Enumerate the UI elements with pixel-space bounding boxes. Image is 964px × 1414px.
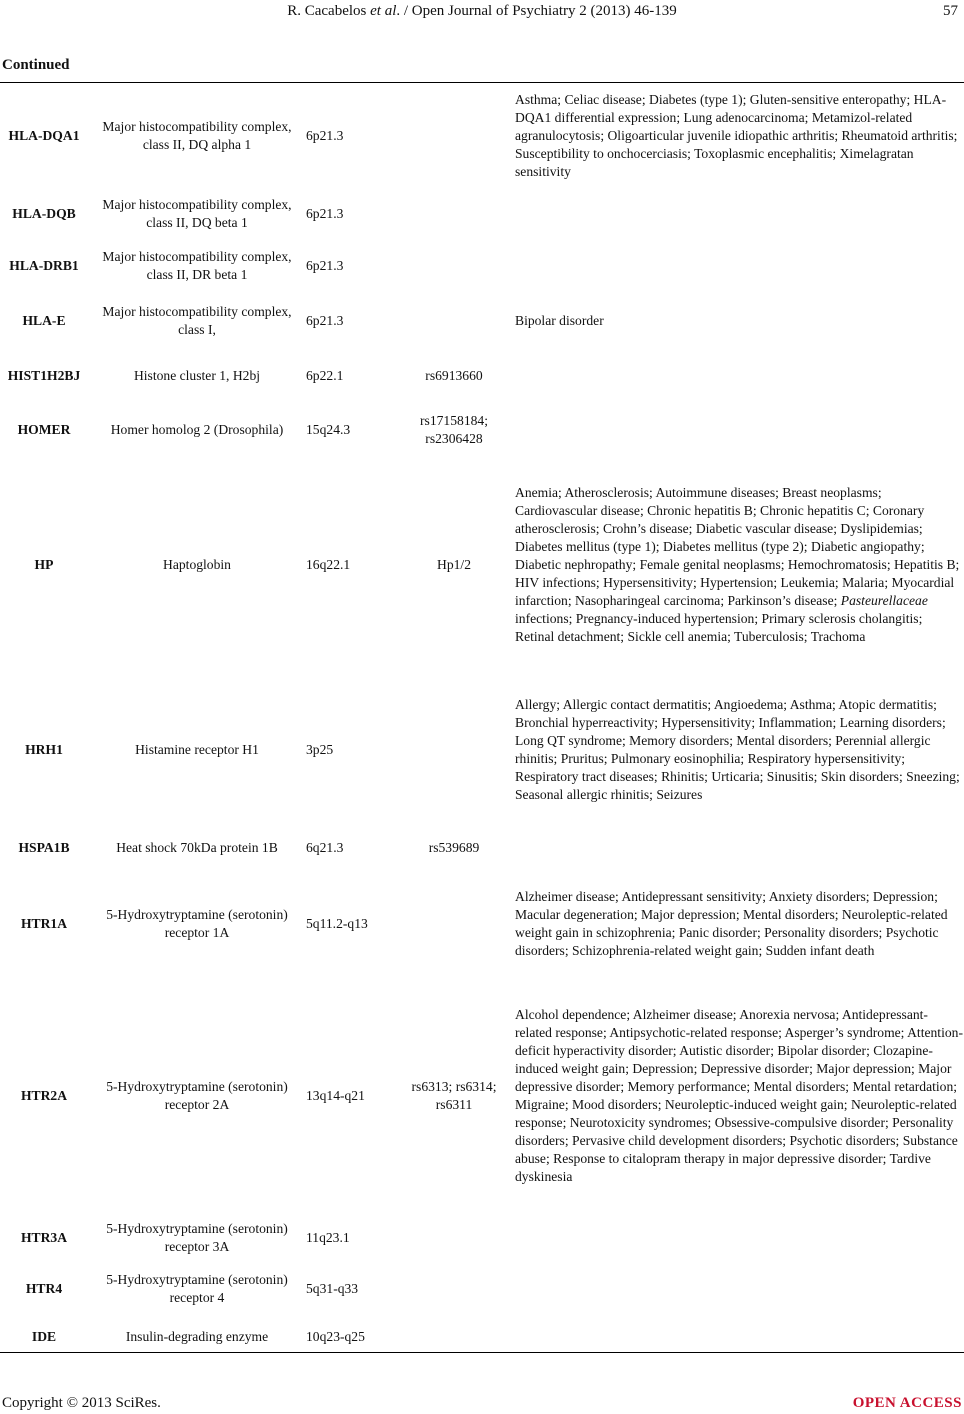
table-row <box>0 1314 964 1360</box>
gene-table-body <box>0 84 964 1360</box>
disease-text: Anemia; Atherosclerosis; Autoimmune diseases; Breast neoplasms; Cardiovascular disease; Chronic hepatitis B; Chronic hepatitis C; Coronary atherosclerosis; Crohn’s disease; Diabetic vascular disease; Dyslipidemias; Diabetes mellitus (type 1); Diabetes mellitus (type 2); Diabetic angiopathy; Diabetic nephropathy; Female genital neoplasms; Hemochromatosis; Hepatitis B; HIV infections; Hypersensitivity; Hypertension; Leukemia; Malaria; Myocardial infarction; Nasopharingeal carcinoma; Parkinson’s disease; <box>515 485 960 608</box>
table-top-rule <box>0 82 964 83</box>
table-row <box>0 240 964 292</box>
gene-name-cell: Major histocompatibility complex, class II, DQ alpha 1 <box>102 119 292 152</box>
disease-cell: Allergy; Allergic contact dermatitis; Angioedema; Asthma; Atopic dermatitis; Bronchial hyperreactivity; Hypersensitivity; Inflammation; Learning disorders; Long QT syndrome; Memory disorders; Mental disorders; Perennial allergic rhinitis; Pruritus; Pulmonary eosinophilia; Respiratory hypersensitivity; Respiratory tract diseases; Rhinitis; Urticaria; Sinusitis; Skin disorders; Sneezing; Seasonal allergic rhinitis; Seizures <box>515 697 960 802</box>
gene-cell: HTR1A <box>20 916 68 931</box>
disease-cell: Asthma; Celiac disease; Diabetes (type 1); Gluten-sensitive enteropathy; HLA-DQA1 differential expression; Lung adenocarcinoma; Metamizol-related agranulocytosis; Oligoarticular juvenile idiopathic arthritis; Rheumatoid arthritis; Susceptibility to onchocerciasis; Toxoplasmic encephalitis; Ximelagratan sensitivity <box>515 92 958 179</box>
gene-cell: HOMER <box>17 422 71 437</box>
locus-cell: 6q21.3 <box>306 840 344 855</box>
disease-cell: Alcohol dependence; Alzheimer disease; Anorexia nervosa; Antidepressant-related response; Antipsychotic-related response; Asperger’s syndrome; Attention-deficit hyperactivity disorder; Autistic disorder; Bipolar disorder; Clozapine-induced weight gain; Depression; Depressive disorder; Major depression; Major depressive disorder; Memory performance; Mental disorders; Mental retardation; Migraine; Mood disorders; Neuroleptic-induced weight gain; Neuroleptic-related response; Neurotoxicity syndromes; Obsessive-compulsive disorder; Personality disorders; Pervasive child development disorders; Psychotic disorders; Substance abuse; Response to citalopram therapy in major depressive disorder; Tardive dyskinesia <box>515 1007 963 1184</box>
gene-name-cell: Haptoglobin <box>163 557 231 572</box>
disease-cell: Bipolar disorder <box>515 313 604 328</box>
snp-cell <box>396 84 512 188</box>
disease-cell <box>512 188 964 240</box>
gene-name-cell: Heat shock 70kDa protein 1B <box>116 840 278 855</box>
gene-name-cell: Major histocompatibility complex, class II, DR beta 1 <box>102 249 292 282</box>
table-row <box>0 828 964 868</box>
snp-cell <box>396 868 512 980</box>
table-row <box>0 188 964 240</box>
gene-cell: HP <box>34 557 54 572</box>
locus-cell: 3p25 <box>306 742 334 757</box>
gene-cell: HLA-DQB <box>12 206 76 221</box>
locus-cell: 10q23-q25 <box>306 1329 365 1344</box>
locus-cell: 13q14-q21 <box>306 1088 365 1103</box>
snp-cell <box>396 672 512 828</box>
snp-cell <box>396 188 512 240</box>
table-row <box>0 1212 964 1264</box>
locus-cell: 5q31-q33 <box>306 1281 359 1296</box>
disease-text: infections; Pregnancy-induced hypertension; Primary sclerosis cholangitis; Retinal detachment; Sickle cell anemia; Tuberculosis; Trachoma <box>515 611 923 644</box>
gene-cell: HRH1 <box>25 742 63 757</box>
locus-cell: 11q23.1 <box>306 1230 350 1245</box>
title-authors: R. Cacabelos <box>287 3 371 19</box>
gene-cell: HTR3A <box>20 1230 68 1245</box>
locus-cell: 15q24.3 <box>306 422 351 437</box>
gene-cell: HTR4 <box>25 1281 63 1296</box>
snp-cell: rs17158184; rs2306428 <box>420 413 488 446</box>
gene-name-cell: 5-Hydroxytryptamine (serotonin) receptor 2A <box>106 1079 288 1112</box>
gene-cell: IDE <box>31 1329 57 1344</box>
disease-cell <box>512 1212 964 1264</box>
page-number: 57 <box>943 3 958 19</box>
snp-cell <box>396 1264 512 1314</box>
disease-cell <box>512 1314 964 1360</box>
locus-cell: 6p21.3 <box>306 258 344 273</box>
gene-cell: HIST1H2BJ <box>7 368 81 383</box>
title-journal: . / Open Journal of Psychiatry 2 (2013) 46-139 <box>396 3 677 19</box>
gene-name-cell: 5-Hydroxytryptamine (serotonin) receptor 4 <box>106 1272 288 1305</box>
snp-cell <box>396 1212 512 1264</box>
locus-cell: 6p21.3 <box>306 128 344 143</box>
gene-cell: HLA-DQA1 <box>8 128 80 143</box>
disease-cell <box>512 458 964 672</box>
disease-cell <box>512 240 964 292</box>
disease-cell <box>512 1264 964 1314</box>
snp-cell: rs6313; rs6314; rs6311 <box>411 1079 497 1112</box>
gene-name-cell: Insulin-degrading enzyme <box>125 1329 269 1344</box>
locus-cell: 6p21.3 <box>306 313 344 328</box>
table-row <box>0 458 964 672</box>
open-access-label: OPEN ACCESS <box>852 1395 962 1411</box>
gene-name-cell: Histone cluster 1, H2bj <box>133 368 261 383</box>
gene-name-cell: Histamine receptor H1 <box>135 742 259 757</box>
snp-cell: Hp1/2 <box>437 557 471 572</box>
gene-cell: HTR2A <box>20 1088 68 1103</box>
locus-cell: 6p22.1 <box>306 368 344 383</box>
table-row <box>0 84 964 188</box>
gene-cell: HLA-E <box>22 313 66 328</box>
title-etal: et al <box>370 3 397 19</box>
table-bottom-rule <box>0 1352 964 1353</box>
continued-label: Continued <box>2 57 70 73</box>
gene-name-cell: Major histocompatibility complex, class I, <box>102 304 292 337</box>
copyright: Copyright © 2013 SciRes. <box>2 1395 161 1411</box>
running-title <box>232 3 732 20</box>
page-header <box>0 0 964 22</box>
table-row <box>0 402 964 458</box>
table-row <box>0 672 964 828</box>
gene-name-cell: Homer homolog 2 (Drosophila) <box>110 422 284 437</box>
locus-cell: 5q11.2-q13 <box>306 916 368 931</box>
disease-cell <box>512 402 964 458</box>
disease-cell: Alzheimer disease; Antidepressant sensitivity; Anxiety disorders; Depression; Macular degeneration; Major depression; Mental disorders; Neuroleptic-related weight gain in schizophrenia; Panic disorder; Personality disorders; Psychotic disorders; Schizophrenia-related weight gain; Sudden infant death <box>515 889 948 958</box>
locus-cell: 6p21.3 <box>306 206 344 221</box>
table-row <box>0 980 964 1212</box>
snp-cell: rs539689 <box>428 840 480 855</box>
snp-cell: rs6913660 <box>425 368 483 383</box>
table-row <box>0 292 964 350</box>
snp-cell <box>396 240 512 292</box>
snp-cell <box>396 1314 512 1360</box>
gene-cell: HLA-DRB1 <box>9 258 79 273</box>
gene-name-cell: 5-Hydroxytryptamine (serotonin) receptor 1A <box>106 907 288 940</box>
gene-table <box>0 84 964 1360</box>
disease-cell <box>512 350 964 402</box>
gene-name-cell: 5-Hydroxytryptamine (serotonin) receptor 3A <box>106 1221 288 1254</box>
gene-cell: HSPA1B <box>18 840 70 855</box>
disease-text: Pasteurellaceae <box>840 593 928 608</box>
locus-cell: 16q22.1 <box>306 557 351 572</box>
snp-cell <box>396 292 512 350</box>
table-row <box>0 350 964 402</box>
gene-name-cell: Major histocompatibility complex, class II, DQ beta 1 <box>102 197 292 230</box>
table-row <box>0 1264 964 1314</box>
table-row <box>0 868 964 980</box>
disease-cell <box>512 828 964 868</box>
